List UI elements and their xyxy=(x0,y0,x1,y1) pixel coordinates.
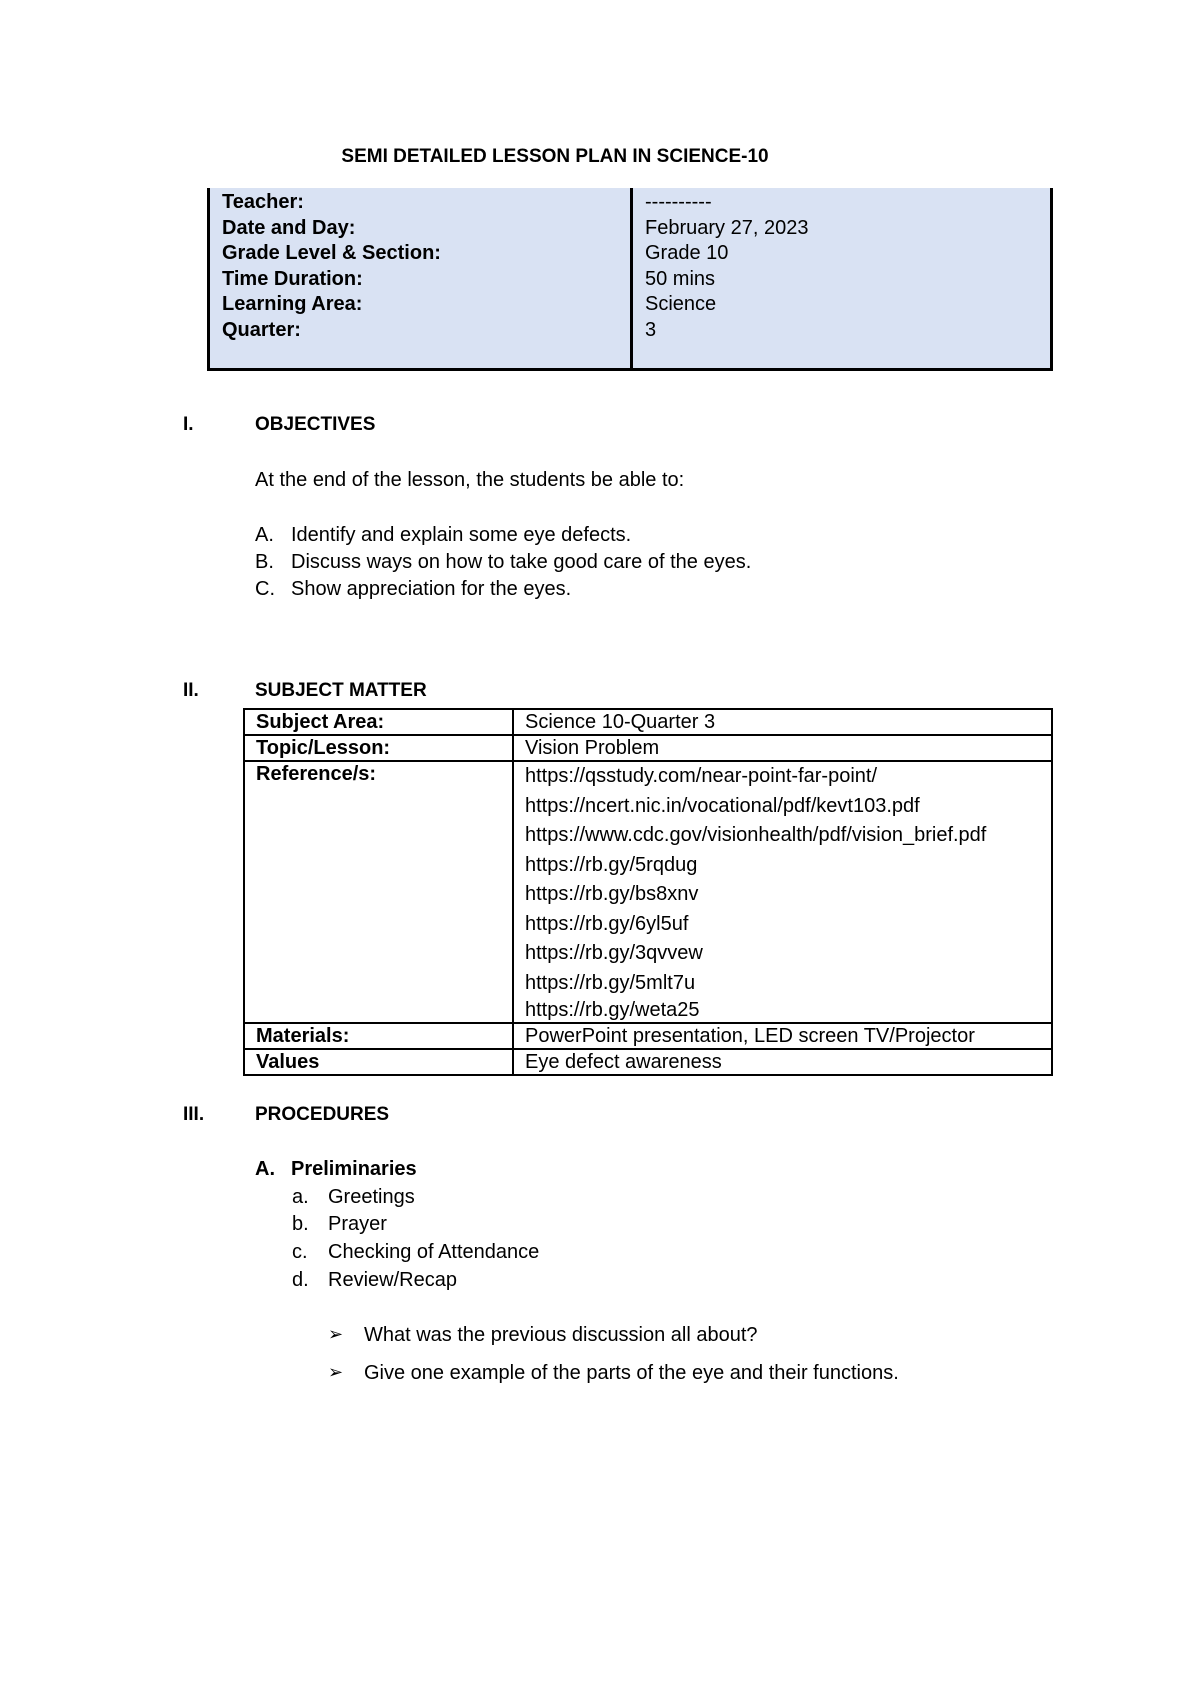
reference-link: https://www.cdc.gov/visionhealth/pdf/vision_brief.pdf xyxy=(525,824,987,846)
review-question-text: Give one example of the parts of the eye and their functions. xyxy=(364,1362,899,1384)
info-value-area: Science xyxy=(645,293,717,316)
preliminary-marker: d. xyxy=(292,1269,309,1291)
subject-area-label: Subject Area: xyxy=(244,709,513,735)
materials-label: Materials: xyxy=(244,1023,513,1049)
info-label-duration: Time Duration: xyxy=(222,267,363,290)
table-row xyxy=(244,735,1052,761)
materials-value: PowerPoint presentation, LED screen TV/Projector xyxy=(513,1023,1052,1049)
arrow-bullet-icon: ➢ xyxy=(328,1362,344,1382)
info-label-grade: Grade Level & Section: xyxy=(222,242,441,265)
references-list xyxy=(513,761,1052,1023)
preliminary-marker: c. xyxy=(292,1241,308,1263)
subject-matter-number: II. xyxy=(183,680,199,701)
values-label: Values xyxy=(244,1049,513,1075)
info-value-date: February 27, 2023 xyxy=(645,216,809,239)
info-label-teacher: Teacher: xyxy=(222,191,304,213)
values-value: Eye defect awareness xyxy=(513,1049,1052,1075)
topic-value: Vision Problem xyxy=(513,735,1052,761)
review-question-text: What was the previous discussion all about? xyxy=(364,1324,758,1346)
objective-text: Identify and explain some eye defects. xyxy=(291,524,632,546)
document-title: SEMI DETAILED LESSON PLAN IN SCIENCE-10 xyxy=(341,146,769,167)
info-value-quarter: 3 xyxy=(645,318,657,341)
objective-marker: A. xyxy=(255,524,274,546)
lesson-info-table xyxy=(207,188,1053,371)
arrow-bullet-icon: ➢ xyxy=(328,1324,344,1344)
reference-link: https://rb.gy/bs8xnv xyxy=(525,883,699,905)
objective-text: Show appreciation for the eyes. xyxy=(291,578,572,600)
table-row xyxy=(244,1049,1052,1075)
procedures-heading: PROCEDURES xyxy=(255,1104,390,1125)
objective-marker: B. xyxy=(255,551,274,573)
objectives-intro: At the end of the lesson, the students be able to: xyxy=(255,469,685,491)
preliminary-text: Review/Recap xyxy=(328,1269,457,1291)
subject-area-value: Science 10-Quarter 3 xyxy=(513,709,1052,735)
objective-marker: C. xyxy=(255,578,275,600)
info-value-grade: Grade 10 xyxy=(645,242,729,265)
references-label: Reference/s: xyxy=(244,761,513,1023)
reference-link: https://rb.gy/5rqdug xyxy=(525,853,698,876)
objectives-number: I. xyxy=(183,414,194,435)
reference-link: https://rb.gy/6yl5uf xyxy=(525,912,689,935)
info-label-date: Date and Day: xyxy=(222,216,356,239)
info-value-duration: 50 mins xyxy=(645,267,716,290)
preliminaries-marker: A. xyxy=(255,1158,275,1180)
objectives-heading: OBJECTIVES xyxy=(255,414,376,435)
table-row xyxy=(244,1023,1052,1049)
reference-link: https://qsstudy.com/near-point-far-point/ xyxy=(525,765,878,787)
procedures-number: III. xyxy=(183,1104,205,1125)
preliminaries-title: Preliminaries xyxy=(291,1158,417,1180)
topic-label: Topic/Lesson: xyxy=(244,735,513,761)
info-labels xyxy=(222,190,441,344)
info-label-area: Learning Area: xyxy=(222,293,363,316)
subject-matter-heading: SUBJECT MATTER xyxy=(255,680,427,701)
info-value-teacher: ---------- xyxy=(645,191,712,213)
reference-link: https://ncert.nic.in/vocational/pdf/kevt103.pdf xyxy=(525,794,920,817)
info-divider xyxy=(630,188,633,368)
info-label-quarter: Quarter: xyxy=(222,318,301,341)
objective-text: Discuss ways on how to take good care of the eyes. xyxy=(291,551,752,573)
preliminary-text: Prayer xyxy=(328,1213,387,1235)
preliminary-text: Checking of Attendance xyxy=(328,1241,540,1263)
reference-link: https://rb.gy/3qvvew xyxy=(525,942,703,964)
info-values xyxy=(645,190,808,344)
preliminary-text: Greetings xyxy=(328,1186,415,1208)
reference-link: https://rb.gy/weta25 xyxy=(525,999,700,1021)
preliminary-marker: b. xyxy=(292,1213,309,1235)
preliminary-marker: a. xyxy=(292,1186,309,1208)
table-row xyxy=(244,761,1052,1023)
reference-link: https://rb.gy/5mlt7u xyxy=(525,971,696,994)
subject-matter-table xyxy=(243,708,1053,1076)
table-row xyxy=(244,709,1052,735)
